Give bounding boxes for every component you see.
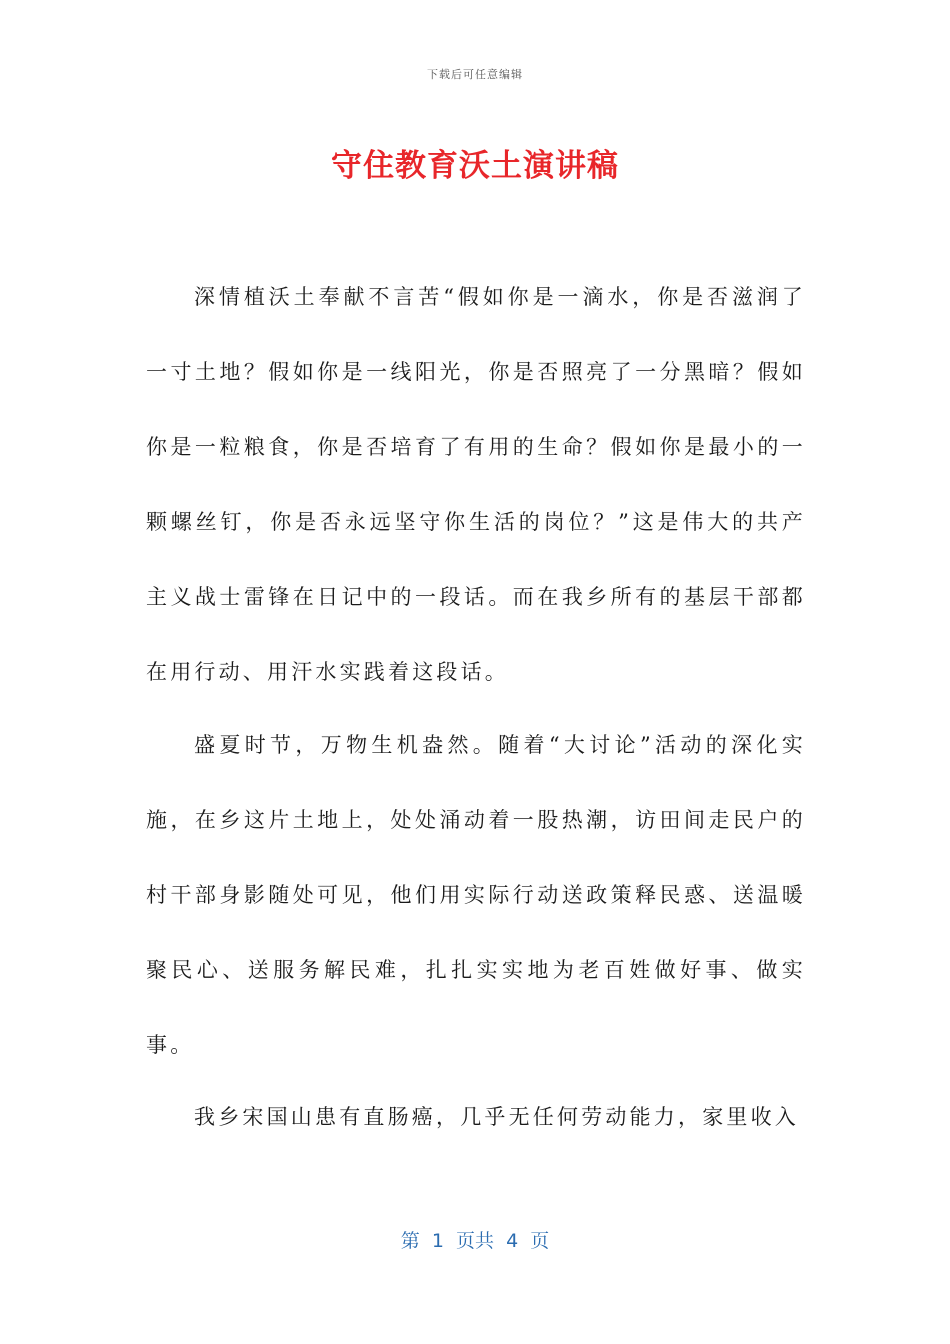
header-note: 下载后可任意编辑 [427,68,523,81]
body-paragraph-1: 深情植沃土奉献不言苦“假如你是一滴水，你是否滋润了一寸土地？假如你是一线阳光，你是否照亮了一分黑暗？假如你是一粒粮食，你是否培育了有用的生命？假如你是最小的一颗螺丝钉，你是否永远坚守你生活的岗位？”这是伟大的共产主义战士雷锋在日记中的一段话。而在我乡所有的基层干部都在用行动、用汗水实践着这段话。 [146,285,806,684]
body-paragraph-2: 盛夏时节，万物生机盎然。随着“大讨论”活动的深化实施，在乡这片土地上，处处涌动着一股热潮，访田间走民户的村干部身影随处可见，他们用实际行动送政策释民惑、送温暖聚民心、送服务解民难，扎扎实实地为老百姓做好事、做实事。 [146,733,806,1057]
body-paragraph-3: 我乡宋国山患有直肠癌，几乎无任何劳动能力，家里收入 [194,1105,799,1129]
document-title: 守住教育沃土演讲稿 [331,148,619,184]
page-number-footer: 第 1 页共 4 页 [400,1230,550,1252]
